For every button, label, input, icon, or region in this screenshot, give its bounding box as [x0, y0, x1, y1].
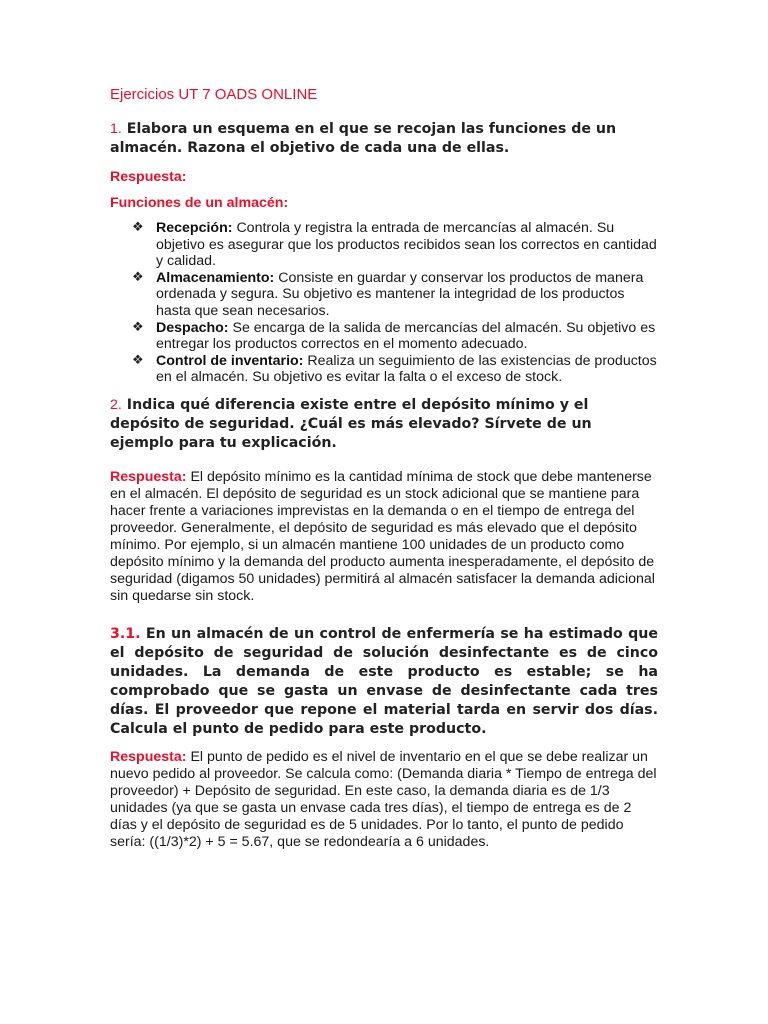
question-3-1-response-label: Respuesta:	[110, 748, 187, 765]
function-description: Consiste en guardar y conservar los productos de manera ordenada y segura. Su objetivo es mantener la integridad de los productos hasta que sean necesarios.	[156, 269, 644, 319]
question-1-number: 1.	[110, 121, 122, 137]
function-term: Recepción:	[156, 220, 233, 236]
list-item	[132, 352, 660, 386]
diamond-bullet-icon: ❖	[132, 319, 144, 335]
list-item	[132, 319, 660, 353]
question-2-text: Indica qué diferencia existe entre el depósito mínimo y el depósito de seguridad. ¿Cuál es más elevado? Sírvete de un ejemplo para tu explicación.	[110, 396, 592, 451]
document-title: Ejercicios UT 7 OADS ONLINE	[110, 86, 318, 103]
function-term: Control de inventario:	[156, 352, 304, 369]
list-item	[132, 269, 660, 320]
question-3-1-answer-text: El punto de pedido es el nivel de inventario en el que se debe realizar un nuevo pedido al proveedor. Se calcula como: (Demanda diaria * Tiempo de entrega del proveedor) + Depósito de seguridad. En este caso, la demanda diaria es de 1/3 unidades (ya que se gasta un envase cada tres días), el tiempo de entrega es de 2 días y el depósito de seguridad es de 5 unidades. Por lo tanto, el punto de pedido sería: ((1/3)*2) + 5 = 5.67, que se redondearía a 6 unidades.	[110, 748, 657, 850]
function-description: Controla y registra la entrada de mercancías al almacén. Su objetivo es asegurar que los productos recibidos sean los correctos en cantidad y calidad.	[156, 220, 657, 270]
question-1-text: Elabora un esquema en el que se recojan las funciones de un almacén. Razona el objetivo de cada una de ellas.	[110, 121, 617, 156]
functions-list	[110, 220, 660, 386]
function-term: Almacenamiento:	[156, 269, 275, 286]
question-3-1-answer	[110, 749, 660, 851]
question-1-response-label: Respuesta:	[110, 169, 187, 185]
function-term: Despacho:	[156, 319, 229, 336]
question-2-number: 2.	[110, 396, 122, 413]
diamond-bullet-icon: ❖	[132, 220, 144, 235]
question-3-1-number: 3.1.	[110, 625, 141, 642]
question-2	[110, 396, 660, 453]
question-2-answer	[110, 469, 660, 605]
question-1	[110, 120, 660, 158]
question-3-1-text: En un almacén de un control de enfermería se ha estimado que el depósito de seguridad de solución desinfectante es de cinco unidades. La demanda de este producto es estable; se ha comprobado que se gasta un envase de desinfectante cada tres días. El proveedor que repone el material tarda en servir dos días. Calcula el punto de pedido para este producto.	[110, 625, 658, 737]
list-item	[132, 220, 660, 270]
function-description: Realiza un seguimiento de las existencias de productos en el almacén. Su objetivo es evitar la falta o el exceso de stock.	[156, 352, 657, 386]
diamond-bullet-icon: ❖	[132, 352, 144, 368]
question-3-1	[110, 625, 658, 739]
function-description: Se encarga de la salida de mercancías del almacén. Su objetivo es entregar los productos correctos en el momento adecuado.	[156, 319, 656, 353]
functions-heading: Funciones de un almacén:	[110, 195, 289, 211]
question-2-response-label: Respuesta:	[110, 468, 187, 485]
question-2-answer-text: El depósito mínimo es la cantidad mínima de stock que debe mantenerse en el almacén. El depósito de seguridad es un stock adicional que se mantiene para hacer frente a variaciones imprevistas en la demanda o en el tiempo de entrega del proveedor. Generalmente, el depósito de seguridad es más elevado que el depósito mínimo. Por ejemplo, si un almacén mantiene 100 unidades de un producto como depósito mínimo y la demanda del producto aumenta inesperadamente, el depósito de seguridad (digamos 50 unidades) permitirá al almacén satisfacer la demanda adicional sin quedarse sin stock.	[110, 468, 655, 604]
diamond-bullet-icon: ❖	[132, 269, 144, 285]
